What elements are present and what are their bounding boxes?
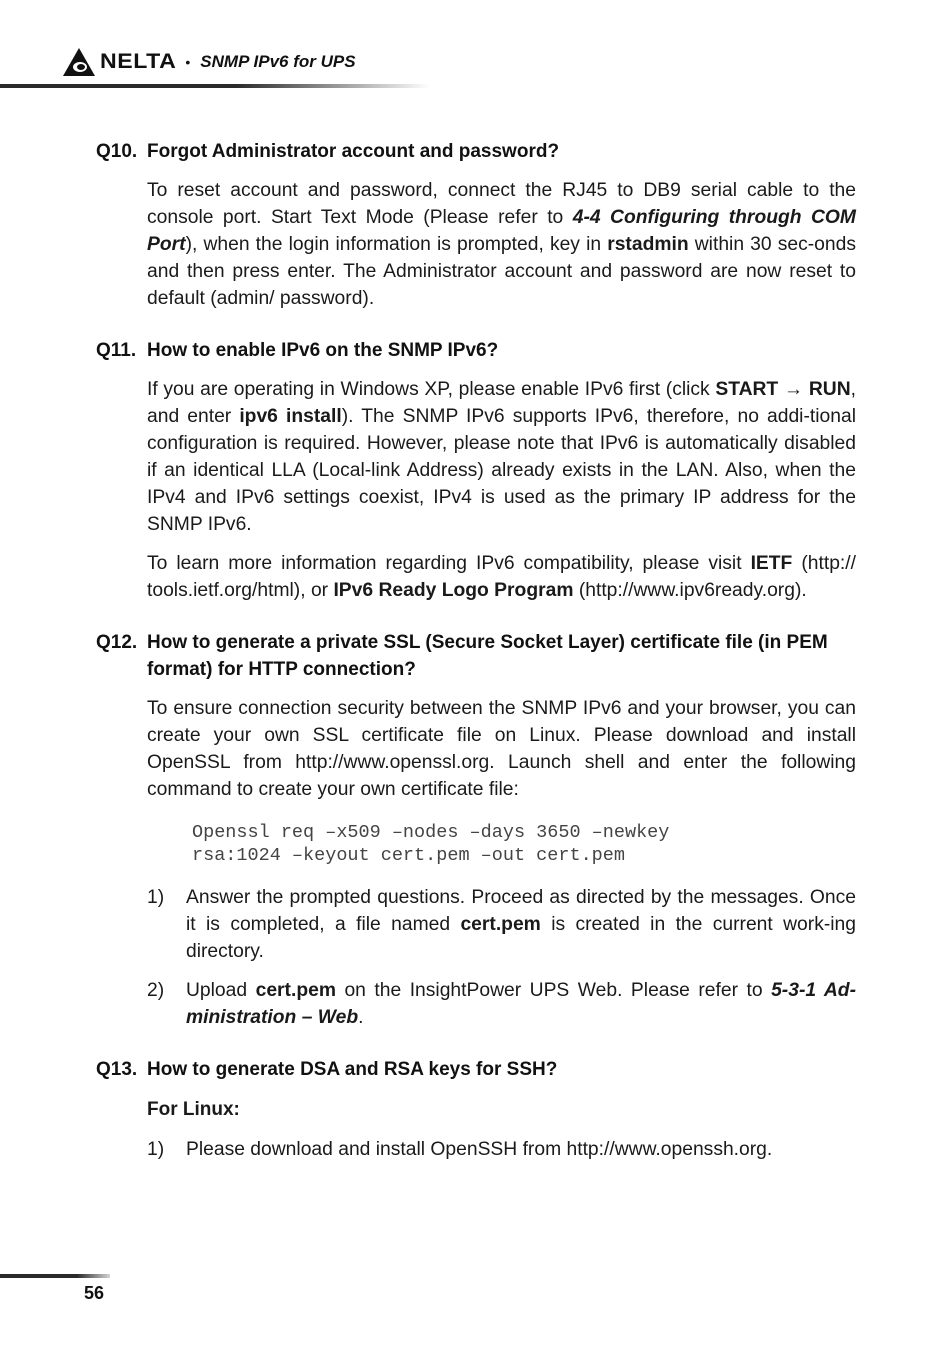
- answer-paragraph: [147, 550, 856, 604]
- section-reference: 4-4 Configuring through COM Port: [147, 207, 856, 255]
- section-reference: 5-3-1 Ad-ministration – Web: [186, 980, 856, 1028]
- question-heading-q10: [96, 138, 856, 165]
- command-keyword: ipv6 install: [239, 406, 342, 427]
- text-run: Please download and install OpenSSH from http://www.openssh.org.: [186, 1139, 773, 1160]
- question-title: How to generate a private SSL (Secure Socket Layer) certificate file (in PEM format) for HTTP connection?: [147, 632, 828, 680]
- list-item: [147, 1136, 856, 1163]
- delta-logo: [62, 47, 177, 77]
- answer-paragraph: [147, 376, 856, 538]
- page-content: [96, 138, 856, 1163]
- text-run: on the InsightPower UPS Web. Please refer to: [335, 980, 772, 1001]
- list-number: 1): [147, 887, 165, 908]
- org-name: IETF: [750, 553, 793, 574]
- header-rule: [0, 84, 430, 88]
- question-number: Q13.: [96, 1059, 138, 1080]
- header-bullet: •: [185, 54, 191, 70]
- page-number: 56: [84, 1283, 105, 1303]
- question-heading-q12: [96, 629, 856, 683]
- text-run: , and enter: [147, 379, 857, 427]
- text-run: is created in the current work-ing directory.: [186, 914, 856, 962]
- text-run: If you are operating in Windows XP, please enable IPv6 first (click: [147, 379, 716, 400]
- answer-paragraph: To ensure connection security between the SNMP IPv6 and your browser, you can create your own SSL certificate file on Linux. Please download and install OpenSSL from http://www.openssl.org. Launch shell and enter the following command to create your own certificate file:: [147, 698, 856, 800]
- list-number: 2): [147, 980, 165, 1001]
- list-item: [147, 977, 856, 1031]
- document-title: SNMP IPv6 for UPS: [200, 52, 356, 71]
- text-run: To reset account and password, connect the RJ45 to DB9 serial cable to the console port. Start Text Mode (Please refer to: [147, 180, 856, 228]
- answer-paragraph: [147, 177, 856, 312]
- code-block: [192, 821, 856, 867]
- command-keyword: rstadmin: [607, 234, 689, 255]
- question-title: How to enable IPv6 on the SNMP IPv6?: [147, 340, 499, 361]
- code-line: rsa:1024 –keyout cert.pem –out cert.pem: [192, 845, 625, 866]
- text-run: .: [358, 1007, 364, 1028]
- footer-rule: [0, 1274, 110, 1278]
- delta-triangle-icon: [62, 47, 96, 77]
- menu-keyword: RUN: [808, 379, 851, 400]
- question-title: Forgot Administrator account and password?: [147, 141, 560, 162]
- menu-keyword: START →: [715, 379, 804, 400]
- subheading: For Linux:: [147, 1099, 240, 1120]
- question-number: Q10.: [96, 141, 138, 162]
- file-name: cert.pem: [460, 914, 541, 935]
- code-line: Openssl req –x509 –nodes –days 3650 –newkey: [192, 822, 670, 843]
- list-number: 1): [147, 1139, 165, 1160]
- list-item: [147, 884, 856, 965]
- page-header: [62, 44, 356, 80]
- text-run: Upload: [186, 980, 256, 1001]
- question-heading-q13: [96, 1056, 856, 1083]
- question-heading-q11: [96, 337, 856, 364]
- question-title: How to generate DSA and RSA keys for SSH?: [147, 1059, 558, 1080]
- file-name: cert.pem: [255, 980, 336, 1001]
- text-run: ). The SNMP IPv6 supports IPv6, therefore, no addi-tional configuration is required. However, please note that IPv6 is automatically disabled if an identical LLA (Local-link Address) already exists in the LAN. Also, when the IPv4 and IPv6 settings coexist, IPv4 is used as the primary IP address for the SNMP IPv6.: [147, 406, 856, 535]
- text-run: within 30 sec-onds and then press enter. The Administrator account and password are now reset to default (admin/ password).: [147, 234, 856, 309]
- text-run: (http:// tools.ietf.org/html), or: [147, 553, 856, 601]
- text-run: To learn more information regarding IPv6 compatibility, please visit: [147, 553, 751, 574]
- brand-wordmark: NELTA: [100, 50, 177, 73]
- text-run: ), when the login information is prompted, key in: [185, 234, 608, 255]
- question-number: Q12.: [96, 632, 138, 653]
- question-number: Q11.: [96, 340, 137, 361]
- program-name: IPv6 Ready Logo Program: [333, 580, 574, 601]
- text-run: Answer the prompted questions. Proceed as directed by the messages. Once it is completed, a file named: [186, 887, 856, 935]
- text-run: (http://www.ipv6ready.org).: [573, 580, 807, 601]
